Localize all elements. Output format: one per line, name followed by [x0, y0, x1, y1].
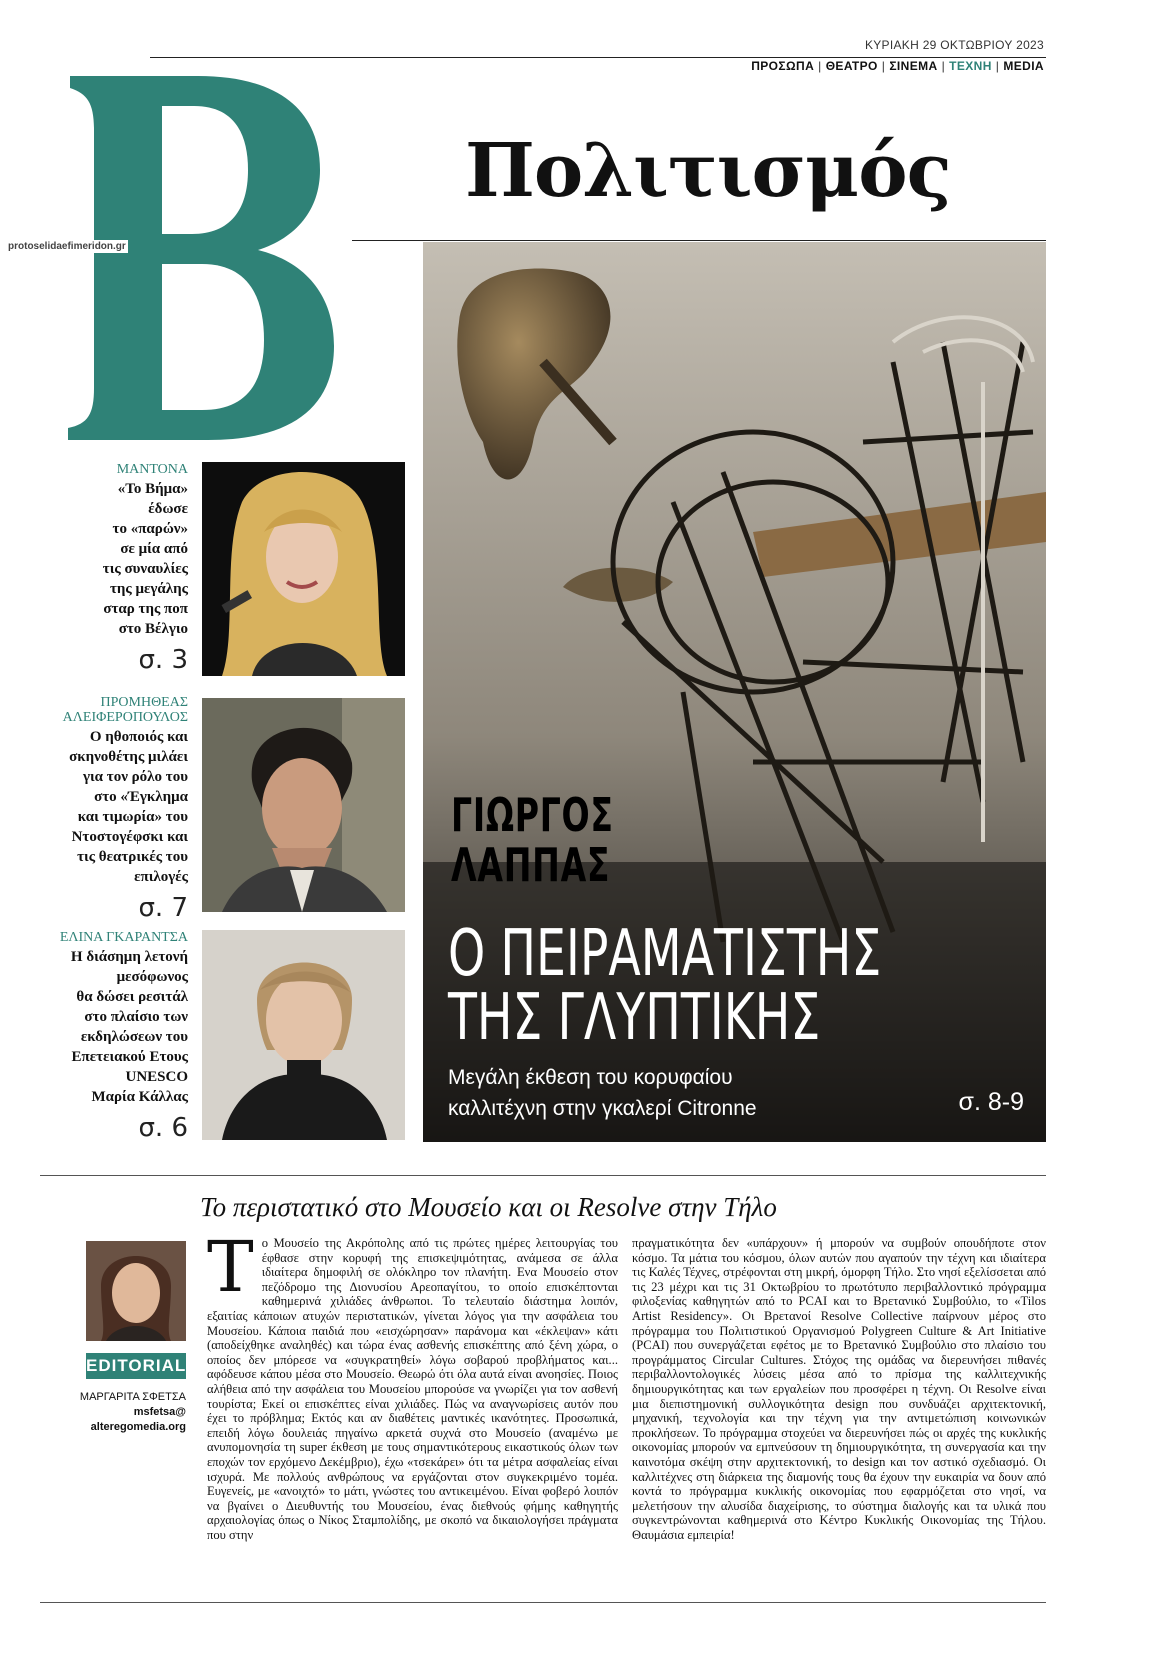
teaser-text: Η διάσημη λετονή μεσόφωνος θα δώσει ρεσιτάλ στο πλαίσιο των εκδηλώσεων του Επετειακού Ετους UNESCO Μαρία Κάλλας: [70, 949, 188, 1105]
prometheas-photo: [202, 698, 405, 912]
teaser-text: «Το Βήμα» έδωσε το «παρών» σε μία από τις συναυλίες της μεγάλης σταρ της ποπ στο Βέλγιο: [102, 481, 188, 637]
garanca-photo: [202, 930, 405, 1140]
section-techni[interactable]: ΤΕΧΝΗ: [949, 59, 992, 73]
section-cinema[interactable]: ΣΙΝΕΜΑ: [889, 59, 938, 73]
teaser-prometheas[interactable]: [40, 695, 188, 923]
teaser-garanca[interactable]: [40, 930, 188, 1143]
hero-feature[interactable]: [423, 242, 1046, 1142]
teaser-page-ref: σ. 6: [138, 1113, 188, 1143]
issue-date: ΚΥΡΙΑΚΗ 29 ΟΚΤΩΒΡΙΟΥ 2023: [864, 38, 1044, 52]
section-prosopa[interactable]: ΠΡΟΣΩΠΑ: [751, 59, 815, 73]
page-bottom-rule: [40, 1602, 1046, 1603]
editorial-column-2: πραγματικότητα δεν «υπάρχουν» ή μπορούν να συμβούν οπουδήποτε στον κόσμο. Τα μάτια του κόσμου, όλων αυτών που αγαπούν την τέχνη και ιδιαίτερα τις Καλές Τέχνες, στρέφονται στη μικρή, όμορφη Τήλο. Στο νησί εξελίσσεται από τις 23 μέχρι και τις 31 Οκτωβρίου το πρωτότυπο περιβαλλοντικό πρόγραμμα φιλοξενίας καθηγητών από το PCAI και το Βρετανικό Συμβούλιο, το «Tilos Artist Residency». Οι Βρετανοί Resolve Collective παίρνουν μέρος στο πρόγραμμα του Πολιτιστικού Οργανισμού Polygreen Culture & Art Initiative (PCAI) που συνεργάζεται εφέτος με το Βρετανικό Συμβούλιο στο πλαίσιο του προγράμματος Circular Cultures. Στόχος της ομάδας να διερευνήσει πιθανές περιβαλλοντολογικές λύσεις μέσα από το πρίσμα της καλλιτεχνικής δημιουργικότητας και των εργαλείων που προσφέρει η τέχνη. Οι Resolve είναι μια διεπιστημονική συλλογικότητα design που συνδυάζει αρχιτεκτονική, μηχανική, τεχνολογία και την τέχνη για την αντιμετώπιση κοινωνικών προκλήσεων. Το πρόγραμμα στοχεύει να διερευνήσει πώς οι αρχές της κυκλικής οικονομίας μπορούν να εμπνεύσουν τη δημιουργικότητα, τη συνεργασία και την καινοτόμα σκέψη στην αρχιτεκτονική, το design και τον αστικό σχεδιασμό. Οι καλλιτέχνες στη διάρκεια της διαμονής τους θα έχουν την ευκαιρία να δουν από κοντά το πρόγραμμα κυκλικής οικονομίας που εφαρμόζεται στο νησί, να μελετήσουν την αλυσίδα διαχείρισης, το σύστημα διαλογής και τα υλικά που συγκεντρώνονται καθημερινά στο Κέντρο Κυκλικής Οικονομίας της Τήλου. Θαυμάσια εμπειρία!: [632, 1236, 1046, 1542]
teaser-text: Ο ηθοποιός και σκηνοθέτης μιλάει για τον ρόλο του στο «Έγκλημα και τιμωρία» του Ντοστογέφσκι και τις θεατρικές του επιλογές: [69, 729, 188, 885]
editorial-rule: [40, 1175, 1046, 1176]
teaser-name: ΕΛΙΝΑ ΓΚΑΡΑΝΤΣΑ: [59, 930, 188, 945]
teaser-name: ΠΡΟΜΗΘΕΑΣ ΑΛΕΙΦΕΡΟΠΟΥΛΟΣ: [62, 695, 188, 725]
watermark: protoselidaefimeridon.gr: [8, 241, 126, 252]
hero-page-ref: σ. 8-9: [958, 1088, 1024, 1116]
hero-headline: Ο ΠΕΙΡΑΜΑΤΙΣΤΗΣ ΤΗΣ ΓΛΥΠΤΙΚΗΣ: [448, 917, 882, 1055]
section-nav: ΠΡΟΣΩΠΑ | ΘΕΑΤΡΟ | ΣΙΝΕΜΑ | ΤΕΧΝΗ | MEDIA: [751, 59, 1044, 73]
teaser-page-ref: σ. 7: [138, 893, 188, 923]
madonna-photo: [202, 462, 405, 676]
author-email-domain[interactable]: alteregomedia.org: [90, 1421, 186, 1433]
hero-subtitle: Μεγάλη έκθεση του κορυφαίου καλλιτέχνη στην γκαλερί Citronne: [448, 1066, 757, 1120]
teaser-madonna[interactable]: [40, 462, 188, 675]
section-media[interactable]: MEDIA: [1003, 59, 1044, 73]
teaser-name: ΜΑΝΤΟΝΑ: [116, 462, 188, 477]
hero-artist-name: ΓΙΩΡΓΟΣ ΛΑΠΠΑΣ: [451, 788, 614, 892]
drop-cap: Τ: [207, 1226, 254, 1308]
editorial-column-1: Το Μουσείο της Ακρόπολης από τις πρώτες ημέρες λειτουργίας του έφθασε στην κορυφή της επισκεψιμότητας, ανάμεσα σε άλλα ιδιαίτερα δημοφιλή σε ολόκληρο τον πλανήτη. Ενα Μουσείο στον πεζόδρομο της Διονυσίου Αρεοπαγίτου, το οποίο επισκέπτονται καθημερινά χιλιάδες άνθρωποι. Το τελευταίο διάστημα λοιπόν, εξαιτίας κάποιων ατυχών περιστατικών, γίνεται λόγος για την ασφάλεια του Μουσείου. Κάποια παιδιά που «εισχώρησαν» παράνομα και «έκλεψαν» κάτι (αποδείχθηκε αναληθές) και τώρα ένας ασθενής επισκέπτης από ξένη χώρα, ο οποίος δεν μπόρεσε να «συγκρατηθεί» λόγω σοβαρού προβλήματος και... αφόδευσε κάπου μέσα στο Μουσείο. Θεωρώ ότι όλα αυτά είναι ανοησίες. Ποιος αλήθεια από την ασφάλεια του Μουσείου μπορούσε να γνωρίζει για τον ασθενή τουρίστα; Εκεί οι επισκέπτες είναι χιλιάδες. Πώς να αναγνωρίσεις αυτόν που έχει το πρόβλημα; Εκτός και αν διαθέτεις μαντικές ικανότητες. Προσωπικά, επειδή λόγω δουλειάς πηγαίνω αρκετά συχνά στο Μουσείο (αναμένω με ανυπομονησία τη super έκθεση με τους σημαντικότερους εικαστικούς όλων των εποχών τον ερχόμενο Δεκέμβριο), έχω «τσεκάρει» ότι τα μέτρα ασφαλείας είναι ισχυρά. Με πολλούς ανθρώπους να εργάζονται στον συγκεκριμένο τομέα. Ευγενείς, με «ανοιχτό» το μάτι, γνώστες του αντικειμένου. Είναι φοβερό λοιπόν να βγαίνει ο Διευθυντής του Μουσείου, ένας διεθνούς φήμης καθηγητής αρχαιολογίας όπως ο Νίκος Σταμπολίδης, με σκοπό να δικαιολογήσει πράγματα που στην: [207, 1226, 618, 1542]
section-title: Πολιτισμός: [465, 128, 951, 214]
teaser-page-ref: σ. 3: [138, 645, 188, 675]
author-email[interactable]: msfetsa@: [133, 1406, 186, 1418]
author-photo: [86, 1241, 186, 1341]
editorial-author: ΜΑΡΓΑΡΙΤΑ ΣΦΕΤΣΑ msfetsa@ alteregomedia.org: [50, 1390, 186, 1435]
editorial-label: EDITORIAL: [86, 1353, 186, 1379]
editorial-headline: Το περιστατικό στο Μουσείο και οι Resolve στην Τήλο: [200, 1192, 777, 1222]
section-theatro[interactable]: ΘΕΑΤΡΟ: [825, 59, 878, 73]
masthead-rule: [352, 240, 1046, 241]
